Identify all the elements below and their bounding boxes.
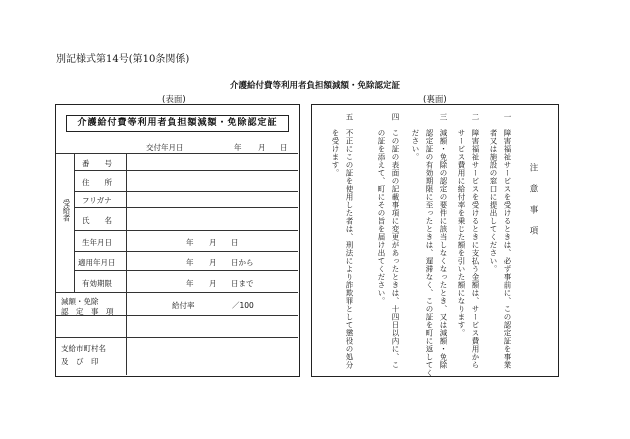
birth-date-label: 生年月日 xyxy=(82,238,112,247)
back-card xyxy=(311,104,559,377)
note-2a: 二 障害福祉サービスを受けるときに支払う金額は、サービス費用から xyxy=(471,113,480,369)
issue-year: 年 xyxy=(234,143,242,152)
applied-day: 日から xyxy=(231,258,254,267)
recipient-grid xyxy=(56,153,298,375)
furigana-label: フリガナ xyxy=(82,196,112,205)
municipality-label-2: 及 び 印 xyxy=(61,357,99,366)
card-title: 介護給付費等利用者負担額減額・免除認定証 xyxy=(66,115,289,132)
name-label: 氏 名 xyxy=(82,216,112,225)
applied-year: 年 xyxy=(186,258,194,267)
note-4a: 四 この証の表面の記載事項に変更があったときは、十四日以内に、こ xyxy=(391,113,400,369)
expiry-label: 有効期限 xyxy=(82,279,112,288)
front-card xyxy=(55,104,300,377)
benefit-rate-label: 給付率 xyxy=(172,301,195,310)
municipality-label-1: 支給市町村名 xyxy=(61,344,106,353)
birth-month: 月 xyxy=(209,238,217,247)
back-side-label: (裏面) xyxy=(423,95,447,105)
note-5b: を受けます。 xyxy=(331,113,340,177)
note-1a: 一 障害福祉サービスを受けるときは、必ず事前に、この認定証を事業 xyxy=(503,113,512,369)
issue-date-label: 交付年月日 xyxy=(146,143,184,152)
applied-month: 月 xyxy=(209,258,217,267)
recipient-label: 受給者 xyxy=(62,199,71,222)
birth-day: 日 xyxy=(231,238,239,247)
applied-date-label: 適用年月日 xyxy=(78,258,116,267)
expiry-day: 日まで xyxy=(231,279,254,288)
note-2b: サービス費用に給付率を乗じた額を引いた額になります。 xyxy=(457,113,466,337)
front-side-label: (表面) xyxy=(162,95,186,105)
address-label: 住 所 xyxy=(82,178,112,187)
benefit-rate-value: ／100 xyxy=(232,301,254,310)
note-4b: の証を添えて、町にその旨を届け出てください。 xyxy=(377,113,386,305)
issue-month: 月 xyxy=(258,143,266,152)
note-1b: 者又は施設の窓口に提出してください。 xyxy=(489,113,498,273)
note-3b: 認定証の有効期限に至ったときは、遅滞なく、この証を町に返してく xyxy=(425,113,434,377)
form-label: 別記様式第14号(第10条関係) xyxy=(56,54,190,65)
note-3a: 三 減額・免除の認定の要件に該当しなくなったとき、又は減額・免除 xyxy=(439,113,448,369)
note-3c: ださい。 xyxy=(411,113,420,161)
expiry-year: 年 xyxy=(186,279,194,288)
number-label: 番 号 xyxy=(82,159,112,168)
notes-title: 注 意 事 項 xyxy=(528,163,538,237)
issue-day: 日 xyxy=(280,143,288,152)
document-title: 介護給付費等利用者負担額減額・免除認定証 xyxy=(229,81,400,91)
reduction-label-1: 減額・免除 xyxy=(61,297,99,306)
note-5a: 五 不正にこの証を使用した者は、刑法により詐欺罪として懲役の処分 xyxy=(345,113,354,369)
reduction-label-2: 認 定 事 項 xyxy=(61,307,114,316)
expiry-month: 月 xyxy=(209,279,217,288)
birth-year: 年 xyxy=(186,238,194,247)
